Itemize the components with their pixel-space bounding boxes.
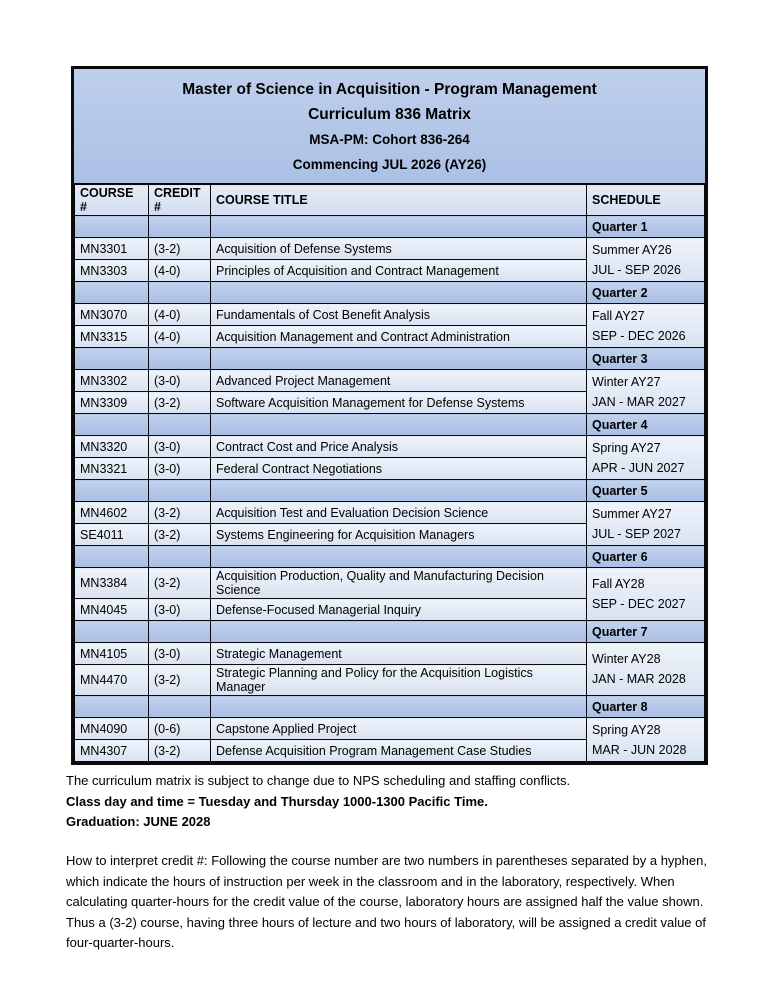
course-number-cell: MN4602 bbox=[75, 502, 149, 524]
quarter-band-row bbox=[75, 480, 705, 502]
credit-cell: (3-2) bbox=[149, 740, 211, 762]
band-empty-cell bbox=[211, 621, 587, 643]
credit-cell: (3-2) bbox=[149, 238, 211, 260]
column-header-credit: CREDIT # bbox=[149, 185, 211, 216]
course-row bbox=[75, 718, 705, 740]
course-title-cell: Strategic Planning and Policy for the Acquisition Logistics Manager bbox=[211, 665, 587, 696]
course-number-cell: MN3070 bbox=[75, 304, 149, 326]
band-empty-cell bbox=[211, 546, 587, 568]
course-number-cell: MN3315 bbox=[75, 326, 149, 348]
band-empty-cell bbox=[149, 546, 211, 568]
band-empty-cell bbox=[75, 546, 149, 568]
schedule-line: JUL - SEP 2026 bbox=[592, 262, 681, 277]
band-empty-cell bbox=[75, 216, 149, 238]
course-number-cell: SE4011 bbox=[75, 524, 149, 546]
band-empty-cell bbox=[149, 216, 211, 238]
course-number-cell: MN3302 bbox=[75, 370, 149, 392]
course-number-cell: MN3303 bbox=[75, 260, 149, 282]
course-title-cell: Fundamentals of Cost Benefit Analysis bbox=[211, 304, 587, 326]
course-title-cell: Defense-Focused Managerial Inquiry bbox=[211, 599, 587, 621]
band-empty-cell bbox=[149, 480, 211, 502]
graduation-date: Graduation: JUNE 2028 bbox=[66, 814, 211, 829]
column-header-course-title: COURSE TITLE bbox=[211, 185, 587, 216]
credit-cell: (0-6) bbox=[149, 718, 211, 740]
schedule-cell bbox=[587, 304, 705, 348]
schedule-line: MAR - JUN 2028 bbox=[592, 742, 687, 757]
band-empty-cell bbox=[149, 348, 211, 370]
band-empty-cell bbox=[149, 282, 211, 304]
credit-cell: (3-2) bbox=[149, 665, 211, 696]
band-empty-cell bbox=[75, 696, 149, 718]
band-empty-cell bbox=[211, 480, 587, 502]
course-title-cell: Acquisition Production, Quality and Manufacturing Decision Science bbox=[211, 568, 587, 599]
band-empty-cell bbox=[211, 282, 587, 304]
course-title-cell: Systems Engineering for Acquisition Managers bbox=[211, 524, 587, 546]
column-header-row bbox=[75, 185, 705, 216]
schedule-line: Spring AY28 bbox=[592, 722, 661, 737]
band-empty-cell bbox=[211, 348, 587, 370]
band-empty-cell bbox=[75, 414, 149, 436]
course-number-cell: MN3309 bbox=[75, 392, 149, 414]
credit-cell: (3-0) bbox=[149, 436, 211, 458]
credit-cell: (3-0) bbox=[149, 643, 211, 665]
quarter-label: Quarter 1 bbox=[587, 216, 705, 238]
footer-notes bbox=[66, 771, 716, 833]
course-number-cell: MN4090 bbox=[75, 718, 149, 740]
course-title-cell: Software Acquisition Management for Defense Systems bbox=[211, 392, 587, 414]
band-empty-cell bbox=[75, 480, 149, 502]
credit-cell: (4-0) bbox=[149, 260, 211, 282]
schedule-line: Summer AY27 bbox=[592, 506, 672, 521]
quarter-label: Quarter 5 bbox=[587, 480, 705, 502]
schedule-line: JAN - MAR 2027 bbox=[592, 394, 686, 409]
course-row bbox=[75, 643, 705, 665]
course-number-cell: MN4105 bbox=[75, 643, 149, 665]
credit-cell: (3-2) bbox=[149, 502, 211, 524]
schedule-cell bbox=[587, 436, 705, 480]
quarter-band-row bbox=[75, 621, 705, 643]
band-empty-cell bbox=[149, 621, 211, 643]
course-table bbox=[74, 184, 705, 762]
course-number-cell: MN3320 bbox=[75, 436, 149, 458]
program-title: Master of Science in Acquisition - Program Management bbox=[182, 81, 597, 98]
band-empty-cell bbox=[75, 348, 149, 370]
course-title-cell: Acquisition Management and Contract Administration bbox=[211, 326, 587, 348]
schedule-line: APR - JUN 2027 bbox=[592, 460, 685, 475]
course-title-cell: Contract Cost and Price Analysis bbox=[211, 436, 587, 458]
schedule-line: SEP - DEC 2026 bbox=[592, 328, 686, 343]
credit-cell: (4-0) bbox=[149, 304, 211, 326]
schedule-line: SEP - DEC 2027 bbox=[592, 597, 686, 611]
course-title-cell: Acquisition Test and Evaluation Decision Science bbox=[211, 502, 587, 524]
quarter-label: Quarter 2 bbox=[587, 282, 705, 304]
course-number-cell: MN4307 bbox=[75, 740, 149, 762]
quarter-band-row bbox=[75, 348, 705, 370]
quarter-band-row bbox=[75, 696, 705, 718]
course-number-cell: MN4045 bbox=[75, 599, 149, 621]
course-number-cell: MN4470 bbox=[75, 665, 149, 696]
band-empty-cell bbox=[149, 696, 211, 718]
class-day-time: Class day and time = Tuesday and Thursday 1000-1300 Pacific Time. bbox=[66, 793, 488, 809]
course-row bbox=[75, 436, 705, 458]
cohort-line: MSA-PM: Cohort 836-264 bbox=[309, 132, 470, 147]
credit-cell: (3-2) bbox=[149, 524, 211, 546]
course-number-cell: MN3321 bbox=[75, 458, 149, 480]
credit-cell: (3-2) bbox=[149, 392, 211, 414]
course-title-cell: Principles of Acquisition and Contract Management bbox=[211, 260, 587, 282]
course-title-cell: Strategic Management bbox=[211, 643, 587, 665]
course-title-cell: Advanced Project Management bbox=[211, 370, 587, 392]
column-header-course-number: COURSE # bbox=[75, 185, 149, 216]
credit-cell: (3-0) bbox=[149, 599, 211, 621]
credit-cell: (3-0) bbox=[149, 458, 211, 480]
matrix-title-block bbox=[74, 69, 705, 184]
quarter-band-row bbox=[75, 414, 705, 436]
band-empty-cell bbox=[211, 216, 587, 238]
schedule-line: Winter AY28 bbox=[592, 652, 661, 666]
course-row bbox=[75, 502, 705, 524]
schedule-cell bbox=[587, 238, 705, 282]
course-table-body bbox=[75, 216, 705, 762]
credit-cell: (4-0) bbox=[149, 326, 211, 348]
course-row bbox=[75, 238, 705, 260]
credit-cell: (3-2) bbox=[149, 568, 211, 599]
course-title-cell: Capstone Applied Project bbox=[211, 718, 587, 740]
credit-explanation-paragraph: How to interpret credit #: Following the course number are two numbers in parentheses separated by a hyphen, which indicate the hours of instruction per week in the classroom and in the laboratory, respectively. When calculating quarter-hours for the credit value of the course, laboratory hours are assigned half the value shown. Thus a (3-2) course, having three hours of lecture and two hours of laboratory, will be assigned a credit value of four-quarter-hours. bbox=[66, 853, 707, 950]
schedule-line: Fall AY28 bbox=[592, 577, 645, 591]
band-empty-cell bbox=[75, 282, 149, 304]
schedule-cell bbox=[587, 370, 705, 414]
credit-cell: (3-0) bbox=[149, 370, 211, 392]
quarter-label: Quarter 4 bbox=[587, 414, 705, 436]
course-title-cell: Federal Contract Negotiations bbox=[211, 458, 587, 480]
course-number-cell: MN3301 bbox=[75, 238, 149, 260]
schedule-line: Spring AY27 bbox=[592, 440, 661, 455]
course-row bbox=[75, 304, 705, 326]
quarter-label: Quarter 8 bbox=[587, 696, 705, 718]
course-title-cell: Defense Acquisition Program Management Case Studies bbox=[211, 740, 587, 762]
schedule-cell bbox=[587, 643, 705, 696]
quarter-label: Quarter 6 bbox=[587, 546, 705, 568]
change-disclaimer: The curriculum matrix is subject to change due to NPS scheduling and staffing conflicts. bbox=[66, 773, 571, 788]
course-row bbox=[75, 370, 705, 392]
quarter-band-row bbox=[75, 546, 705, 568]
schedule-line: Fall AY27 bbox=[592, 308, 645, 323]
schedule-cell bbox=[587, 568, 705, 621]
quarter-band-row bbox=[75, 282, 705, 304]
quarter-band-row bbox=[75, 216, 705, 238]
band-empty-cell bbox=[211, 696, 587, 718]
schedule-cell bbox=[587, 718, 705, 762]
band-empty-cell bbox=[211, 414, 587, 436]
schedule-line: JAN - MAR 2028 bbox=[592, 672, 686, 686]
commencing-line: Commencing JUL 2026 (AY26) bbox=[292, 157, 487, 172]
course-row bbox=[75, 568, 705, 599]
course-number-cell: MN3384 bbox=[75, 568, 149, 599]
schedule-line: JUL - SEP 2027 bbox=[592, 526, 681, 541]
schedule-line: Winter AY27 bbox=[592, 374, 661, 389]
band-empty-cell bbox=[75, 621, 149, 643]
quarter-label: Quarter 7 bbox=[587, 621, 705, 643]
curriculum-matrix-table bbox=[71, 66, 708, 765]
schedule-line: Summer AY26 bbox=[592, 242, 672, 257]
curriculum-title: Curriculum 836 Matrix bbox=[308, 106, 471, 123]
schedule-cell bbox=[587, 502, 705, 546]
quarter-label: Quarter 3 bbox=[587, 348, 705, 370]
column-header-schedule: SCHEDULE bbox=[587, 185, 705, 216]
band-empty-cell bbox=[149, 414, 211, 436]
course-title-cell: Acquisition of Defense Systems bbox=[211, 238, 587, 260]
